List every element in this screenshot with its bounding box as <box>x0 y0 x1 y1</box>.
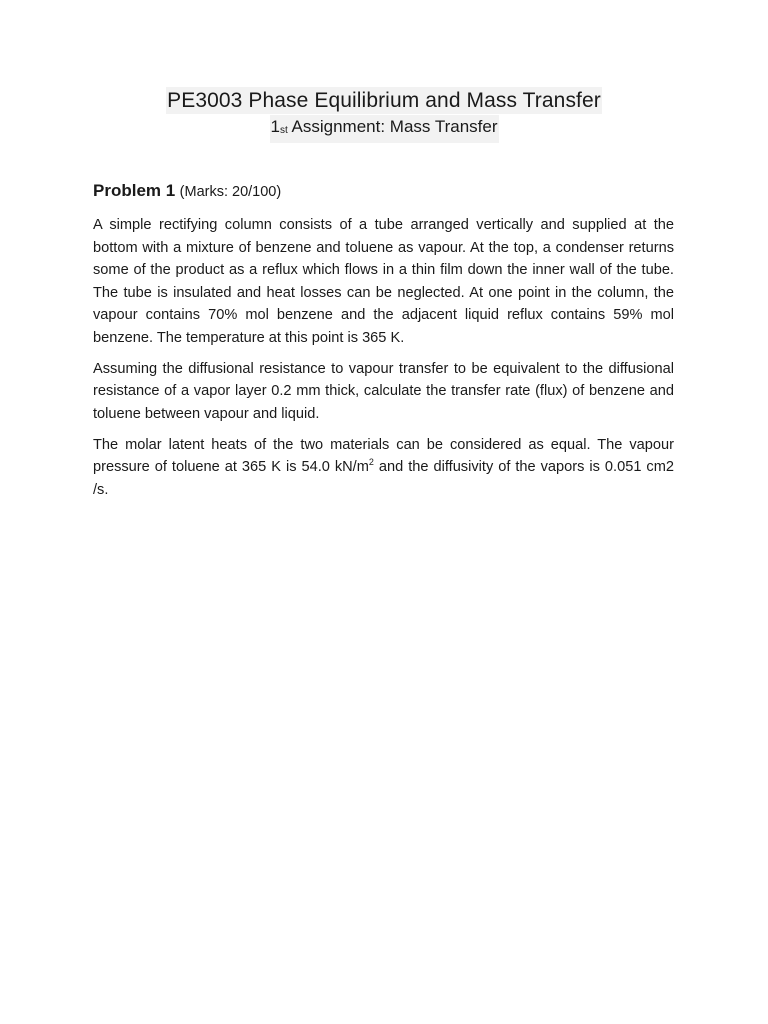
title-block <box>0 87 768 143</box>
paragraph-3-text-end: and the diffusivity of the vapors is 0.051 cm2 /s. <box>93 459 674 498</box>
problem-paragraph-3 <box>93 434 674 502</box>
problem-label: Problem 1 <box>93 181 176 200</box>
problem-section <box>93 179 674 510</box>
problem-marks: (Marks: 20/100) <box>179 184 282 200</box>
subtitle-text: Assignment: Mass Transfer <box>287 117 498 136</box>
document-title: PE3003 Phase Equilibrium and Mass Transfer <box>167 89 601 112</box>
document-subtitle <box>270 115 499 143</box>
subtitle-ordinal-suffix: st <box>279 125 288 136</box>
units-superscript: 2 <box>368 457 374 467</box>
problem-heading <box>93 179 674 204</box>
problem-paragraph-1: A simple rectifying column consists of a tube arranged vertically and supplied at the bottom with a mixture of benzene and toluene as vapour. At the top, a condenser returns some of the product as a reflux which flows in a thin film down the inner wall of the tube. The tube is insulated and heat losses can be neglected. At one point in the column, the vapour contains 70% mol benzene and the adjacent liquid reflux contains 59% mol benzene. The temperature at this point is 365 K. <box>93 217 674 346</box>
subtitle-number: 1 <box>270 117 280 136</box>
paragraph-3-text-start: The molar latent heats of the two materials can be considered as equal. The vapour pressure of toluene at 365 K is 54.0 kN/m <box>93 436 674 475</box>
problem-paragraph-2: Assuming the diffusional resistance to vapour transfer to be equivalent to the diffusional resistance of a vapor layer 0.2 mm thick, calculate the transfer rate (flux) of benzene and toluene between vapour and liquid. <box>93 360 674 422</box>
